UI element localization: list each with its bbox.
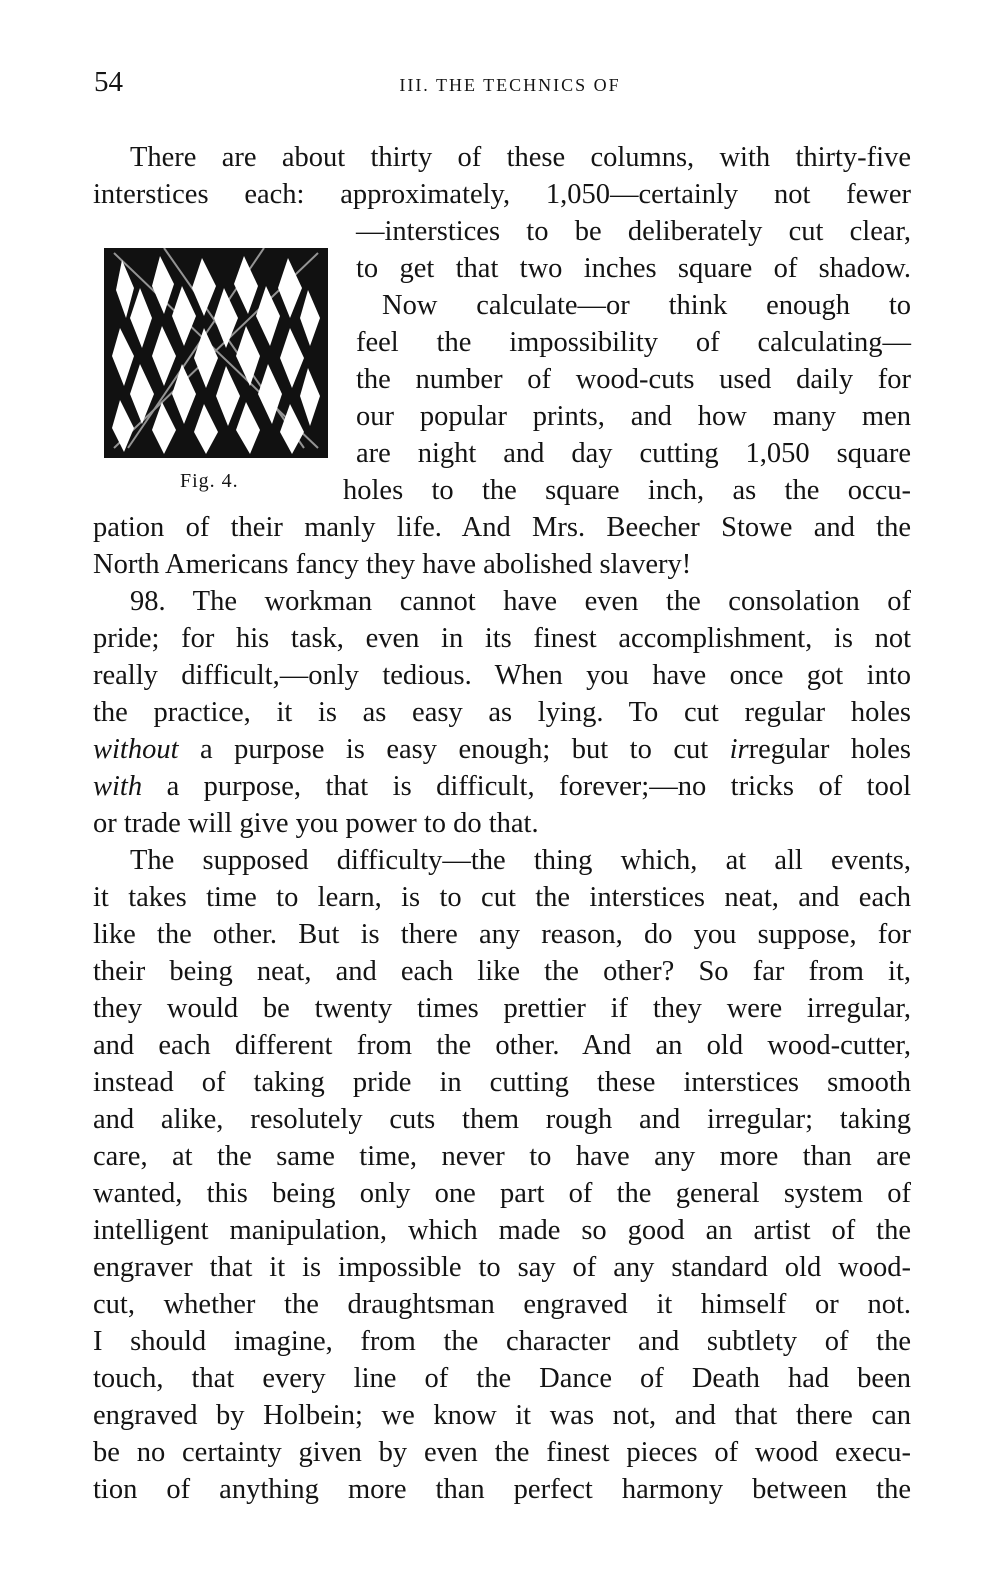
text-line: be no certainty given by even the finest pieces of wood execu-: [93, 1437, 911, 1468]
text-line: care, at the same time, never to have any more than are: [93, 1141, 911, 1172]
text-line: feel the impossibility of calculating—: [356, 327, 911, 358]
page-header: [0, 66, 1000, 106]
italic-text: without: [93, 734, 179, 765]
page-number: 54: [94, 66, 123, 98]
text-line: the practice, it is as easy as lying. To cut regular holes: [93, 697, 911, 728]
text-line: instead of taking pride in cutting these interstices smooth: [93, 1067, 911, 1098]
text-line: There are about thirty of these columns, with thirty-five: [130, 142, 911, 173]
text-line: interstices each: approximately, 1,050—certainly not fewer: [93, 179, 911, 210]
text-line: holes to the square inch, as the occu-: [343, 475, 911, 506]
text-line: like the other. But is there any reason, do you suppose, for: [93, 919, 911, 950]
text-line: are night and day cutting 1,050 square: [356, 438, 911, 469]
text-line: the number of wood-cuts used daily for: [356, 364, 911, 395]
text-line: our popular prints, and how many men: [356, 401, 911, 432]
text-line: it takes time to learn, is to cut the interstices neat, and each: [93, 882, 911, 913]
figure-caption: Fig. 4.: [180, 470, 239, 492]
text-line: engraved by Holbein; we know it was not, and that there can: [93, 1400, 911, 1431]
text-line: to get that two inches square of shadow.: [356, 253, 911, 284]
italic-text: with: [93, 771, 143, 802]
text-line: touch, that every line of the Dance of Death had been: [93, 1363, 911, 1394]
text-line: or trade will give you power to do that.: [93, 808, 539, 839]
text-line: they would be twenty times prettier if they were irregular,: [93, 993, 911, 1024]
text-line: I should imagine, from the character and subtlety of the: [93, 1326, 911, 1357]
text-line: The supposed difficulty—the thing which, at all events,: [130, 845, 911, 876]
text-line: cut, whether the draughtsman engraved it himself or not.: [93, 1289, 911, 1320]
woodcut-lattice-figure: [104, 248, 328, 458]
text-line: engraver that it is impossible to say of any standard old wood-: [93, 1252, 911, 1283]
text-line: intelligent manipulation, which made so good an artist of the: [93, 1215, 911, 1246]
text-span: a purpose, that is difficult, forever;—no tricks of tool: [142, 771, 911, 802]
text-span: regular holes: [748, 734, 911, 765]
text-line: [93, 769, 911, 805]
text-line: pride; for his task, even in its finest accomplishment, is not: [93, 623, 911, 654]
italic-text: ir: [729, 734, 749, 765]
text-line: really difficult,—only tedious. When you have once got into: [93, 660, 911, 691]
text-line: North Americans fancy they have abolished slavery!: [93, 549, 692, 580]
text-line: and alike, resolutely cuts them rough and irregular; taking: [93, 1104, 911, 1135]
text-line: 98. The workman cannot have even the consolation of: [130, 586, 911, 617]
running-head: III. THE TECHNICS OF: [399, 75, 621, 95]
text-span: a purpose is easy enough; but to cut: [178, 734, 730, 765]
text-line: tion of anything more than perfect harmony between the: [93, 1474, 911, 1505]
text-line: wanted, this being only one part of the general system of: [93, 1178, 911, 1209]
text-line: —interstices to be deliberately cut clear,: [356, 216, 911, 247]
text-line: Now calculate—or think enough to: [382, 290, 911, 321]
text-line: and each different from the other. And an old wood-cutter,: [93, 1030, 911, 1061]
text-line: pation of their manly life. And Mrs. Beecher Stowe and the: [93, 512, 911, 543]
text-line: their being neat, and each like the other? So far from it,: [93, 956, 911, 987]
text-line: [93, 732, 911, 768]
